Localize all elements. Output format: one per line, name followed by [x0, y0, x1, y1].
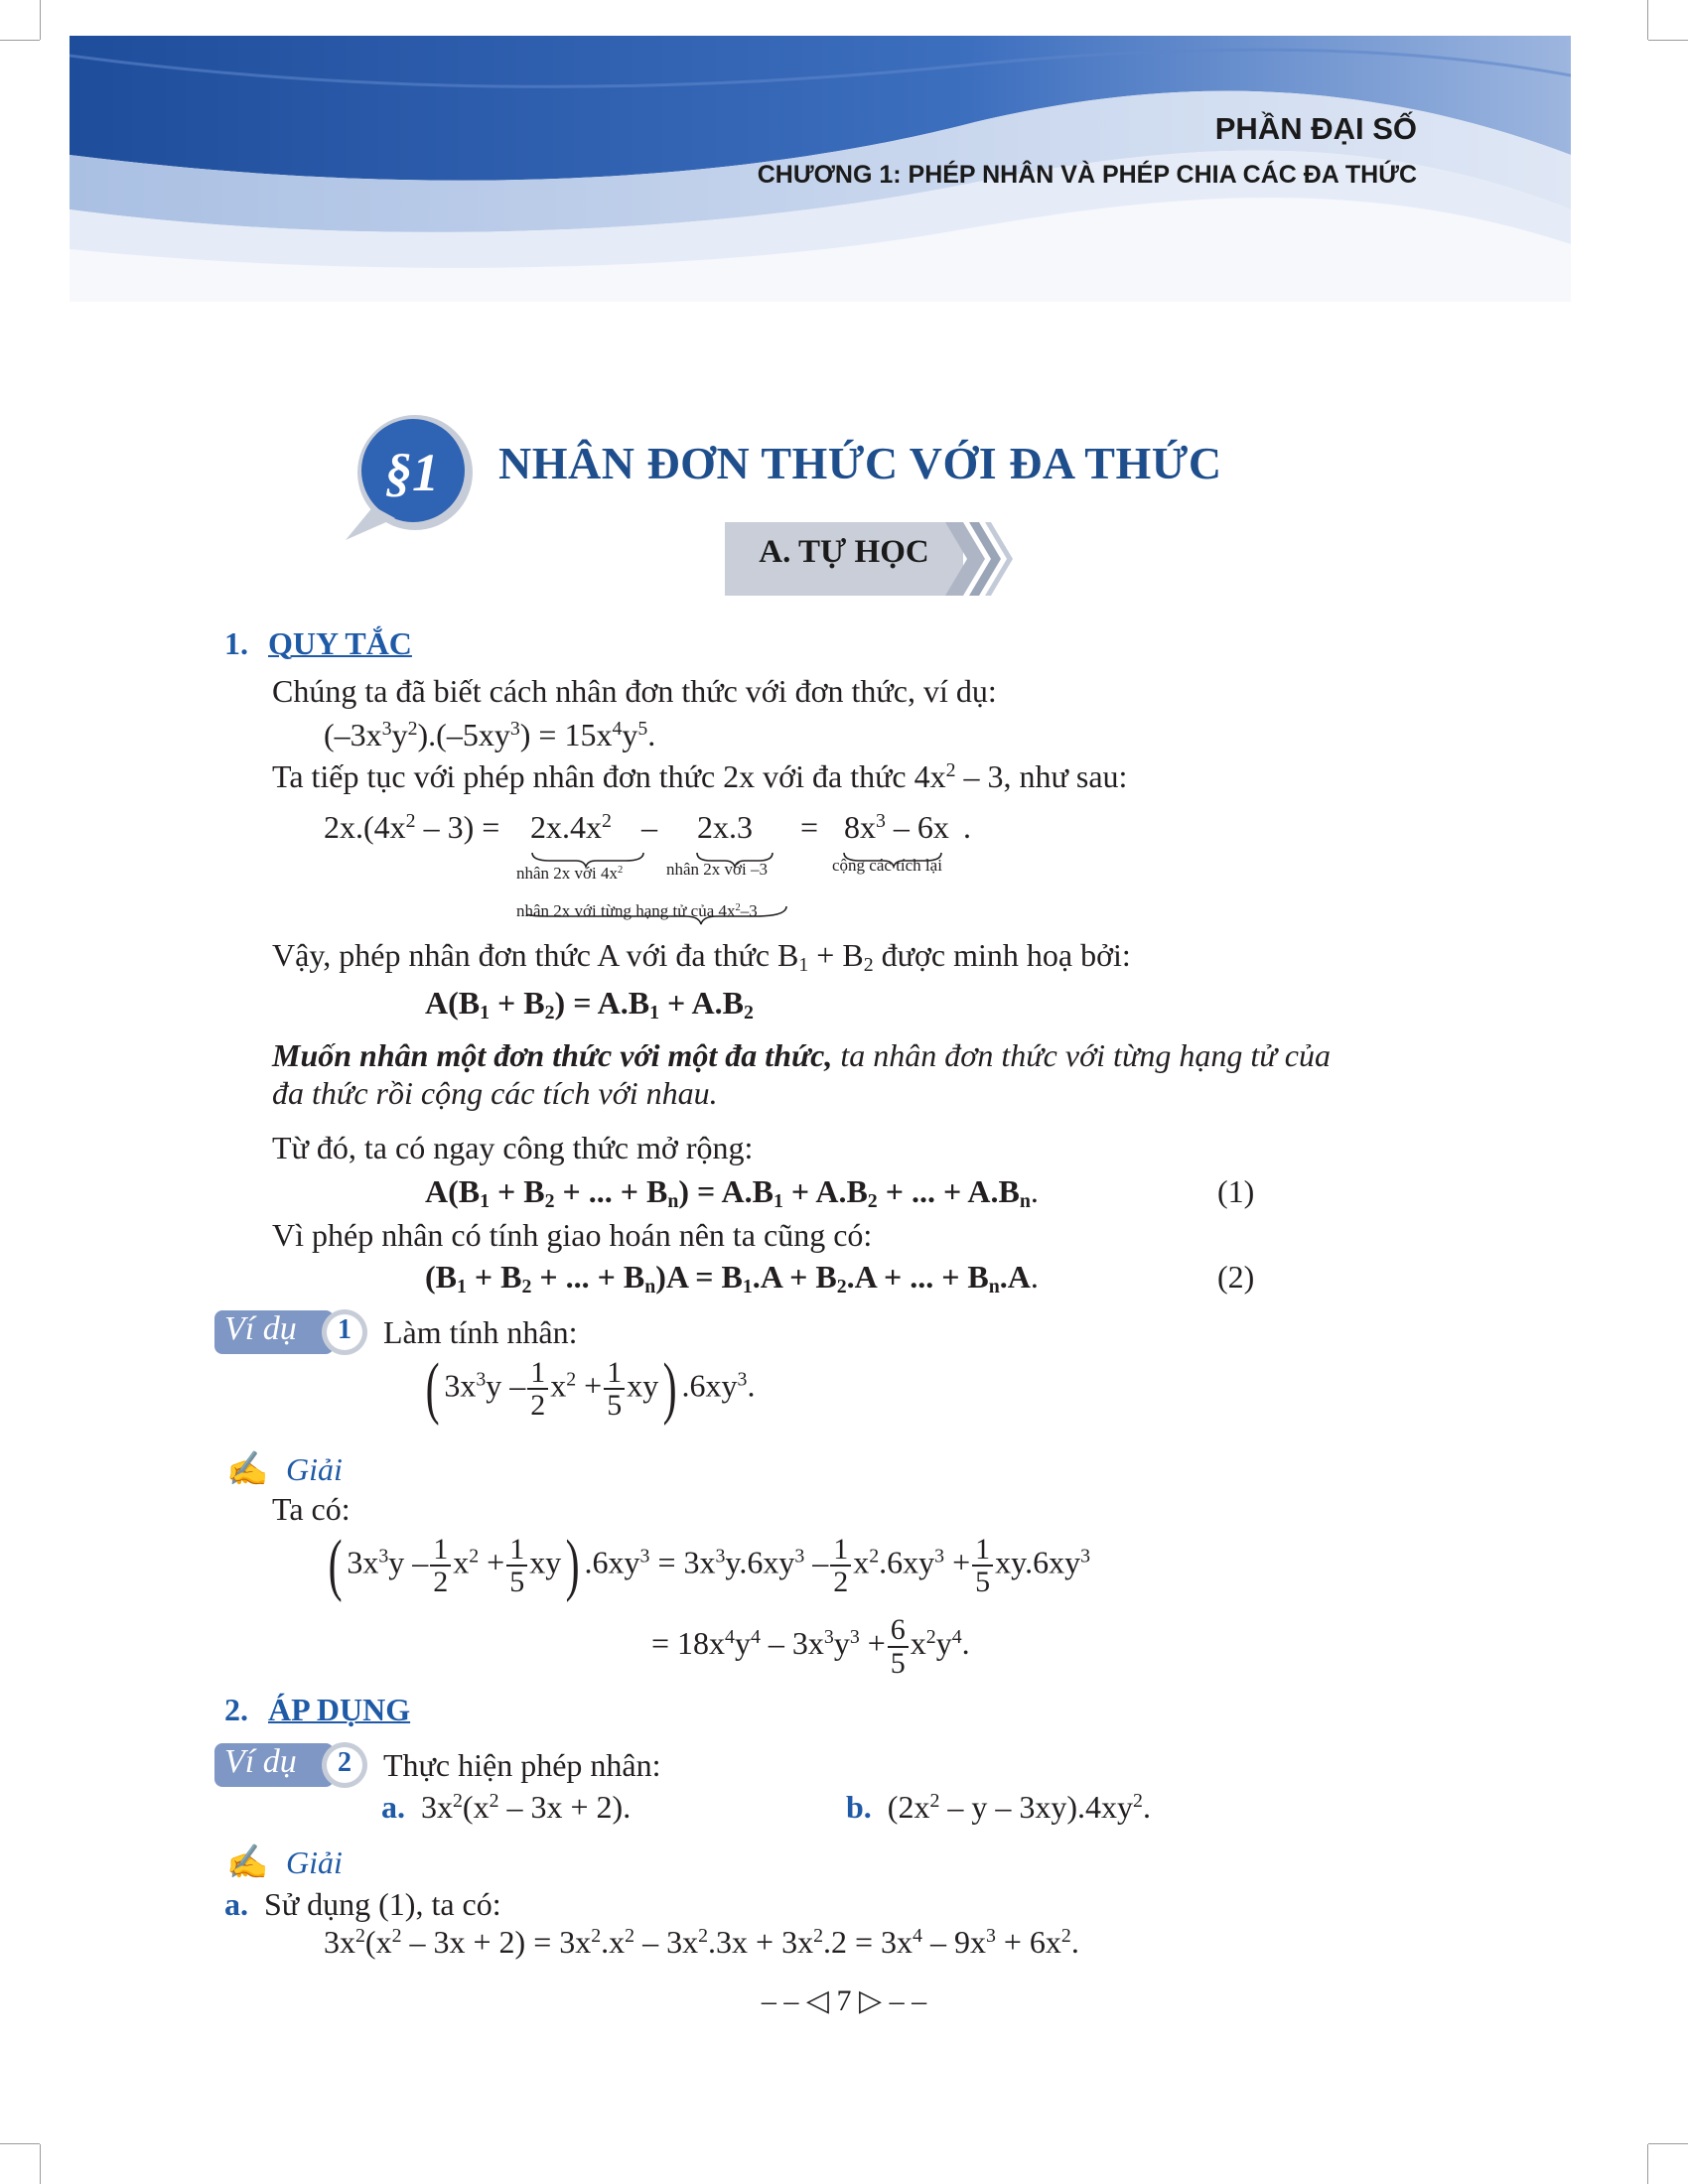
- example-2-task: Thực hiện phép nhân:: [383, 1747, 661, 1783]
- crop-mark: [1648, 2143, 1688, 2144]
- intro-text: Chúng ta đã biết cách nhân đơn thức với đơn thức, ví dụ:: [272, 673, 997, 709]
- annotation-sum: cộng các tích lại: [832, 856, 942, 875]
- formula-basic: $A(B_1 + B_2) = A.B_1 + A.B_2$: [425, 985, 754, 1024]
- formula-extended-2: ($B_1 + B_2$ + ... + $B_n)A = B_1.A + B_2.A$ + ... + $B_n.A$.: [425, 1259, 1039, 1297]
- heading-number: 1.: [224, 625, 248, 661]
- crop-mark: [1647, 2144, 1648, 2184]
- heading-number: 2.: [224, 1692, 248, 1727]
- example-monomial: $(-3x^3y^2).(-5xy^3) = 15x^4y^5$.: [324, 717, 656, 752]
- example-2-number: 2: [338, 1747, 352, 1778]
- extend-text: Từ đó, ta có ngay công thức mở rộng:: [272, 1130, 754, 1165]
- commute-text: Vì phép nhân có tính giao hoán nên ta cũng có:: [272, 1217, 873, 1253]
- annotation-term-2: nhân 2x với –3: [666, 860, 769, 879]
- heading-rule: [224, 625, 412, 662]
- heading-text: ÁP DỤNG: [268, 1692, 411, 1727]
- period: .: [963, 809, 971, 845]
- solution-1-line1: ( $3x^3y$ – $\frac{1}{2}$ $x^2$ + $\frac{1}{5}$ xy) $.6xy^3 = 3x^3y.6xy^3$ – $\frac{1}{2}$ $x^2.6xy^3$ + $\frac{1}{5}$ $xy.6xy^3$: [328, 1527, 1090, 1603]
- solution-label-1: Giải: [286, 1451, 343, 1487]
- result: $8x^3 - 6x$: [844, 809, 949, 845]
- chapter-title: CHƯƠNG 1: PHÉP NHÂN VÀ PHÉP CHIA CÁC ĐA THỨC: [757, 161, 1417, 189]
- annotation-all: nhân 2x với từng hạng tử của $4x^2-3$: [516, 901, 758, 920]
- formula-tag-2: (2): [1217, 1259, 1255, 1295]
- example-1-number: 1: [338, 1314, 352, 1345]
- solution-1-line2: = $18x^4y^4 - 3x^3y^3$ + $\frac{6}{5}$ $x^2y^4$.: [651, 1613, 970, 1680]
- illustration-text: Vậy, phép nhân đơn thức A với đa thức $B_1 + B_2$ được minh hoạ bởi:: [272, 937, 1131, 976]
- rule-statement: Muốn nhân một đơn thức với một đa thức, ta nhân đơn thức với từng hạng tử của: [272, 1037, 1331, 1073]
- term-1: $2x.4x^2$: [530, 809, 612, 845]
- solution-label-2: Giải: [286, 1844, 343, 1880]
- annotation-term-1: nhân 2x với $4x^2$: [516, 864, 624, 883]
- solution-2a-intro: a. Sử dụng (1), ta có:: [224, 1886, 501, 1922]
- example-1-label: Ví dụ: [224, 1310, 297, 1347]
- continue-text: Ta tiếp tục với phép nhân đơn thức 2x với đa thức $4x^2 - 3$, như sau:: [272, 758, 1128, 794]
- expansion-left: $2x.(4x^2 - 3)$ =: [324, 809, 500, 845]
- pen-icon: ✍: [226, 1451, 269, 1488]
- section-title: NHÂN ĐƠN THỨC VỚI ĐA THỨC: [498, 438, 1222, 488]
- crop-mark: [1647, 0, 1648, 40]
- rule-statement-line2: đa thức rồi cộng các tích với nhau.: [272, 1075, 718, 1111]
- example-2-label: Ví dụ: [224, 1743, 297, 1780]
- part-title: PHẦN ĐẠI SỐ: [1214, 111, 1417, 146]
- section-number: §1: [385, 443, 439, 502]
- pen-icon: ✍: [226, 1844, 269, 1881]
- formula-extended-1: $A(B_1 + B_2$ + ... + $B_n) = A.B_1 + A.B_2$ + ... + $A.B_n$.: [425, 1173, 1039, 1212]
- minus-sign: –: [641, 809, 657, 845]
- crop-mark: [40, 0, 41, 40]
- self-study-label: A. TỰ HỌC: [759, 534, 929, 570]
- term-2: 2x.3: [697, 809, 753, 845]
- heading-text: QUY TẮC: [268, 625, 412, 661]
- crop-mark: [0, 2143, 40, 2144]
- crop-mark: [1648, 40, 1688, 41]
- crop-mark: [0, 40, 40, 41]
- equals-sign: =: [800, 809, 819, 845]
- solution-2a-line: $3x^2(x^2 - 3x + 2) = 3x^2.x^2 - 3x^2.3x + 3x^2.2 = 3x^4 - 9x^3 + 6x^2$.: [324, 1924, 1079, 1960]
- example-2-part-b: b. ($2x^2$ – y – $3xy).4xy^2$.: [846, 1789, 1151, 1825]
- example-1-task: Làm tính nhân:: [383, 1314, 578, 1350]
- heading-apply: [224, 1692, 410, 1728]
- formula-tag-1: (1): [1217, 1173, 1255, 1209]
- crop-mark: [40, 2144, 41, 2184]
- taco-text: Ta có:: [272, 1491, 351, 1527]
- example-1-expression: ( $3x^3y$ – $\frac{1}{2}$ $x^2$ + $\frac{1}{5}$ xy) $.6xy^3$.: [425, 1350, 756, 1427]
- page-number: – – ◁ 7 ▷ – –: [761, 1984, 927, 2017]
- example-2-part-a: a. $3x^2(x^2 - 3x + 2)$.: [381, 1789, 632, 1825]
